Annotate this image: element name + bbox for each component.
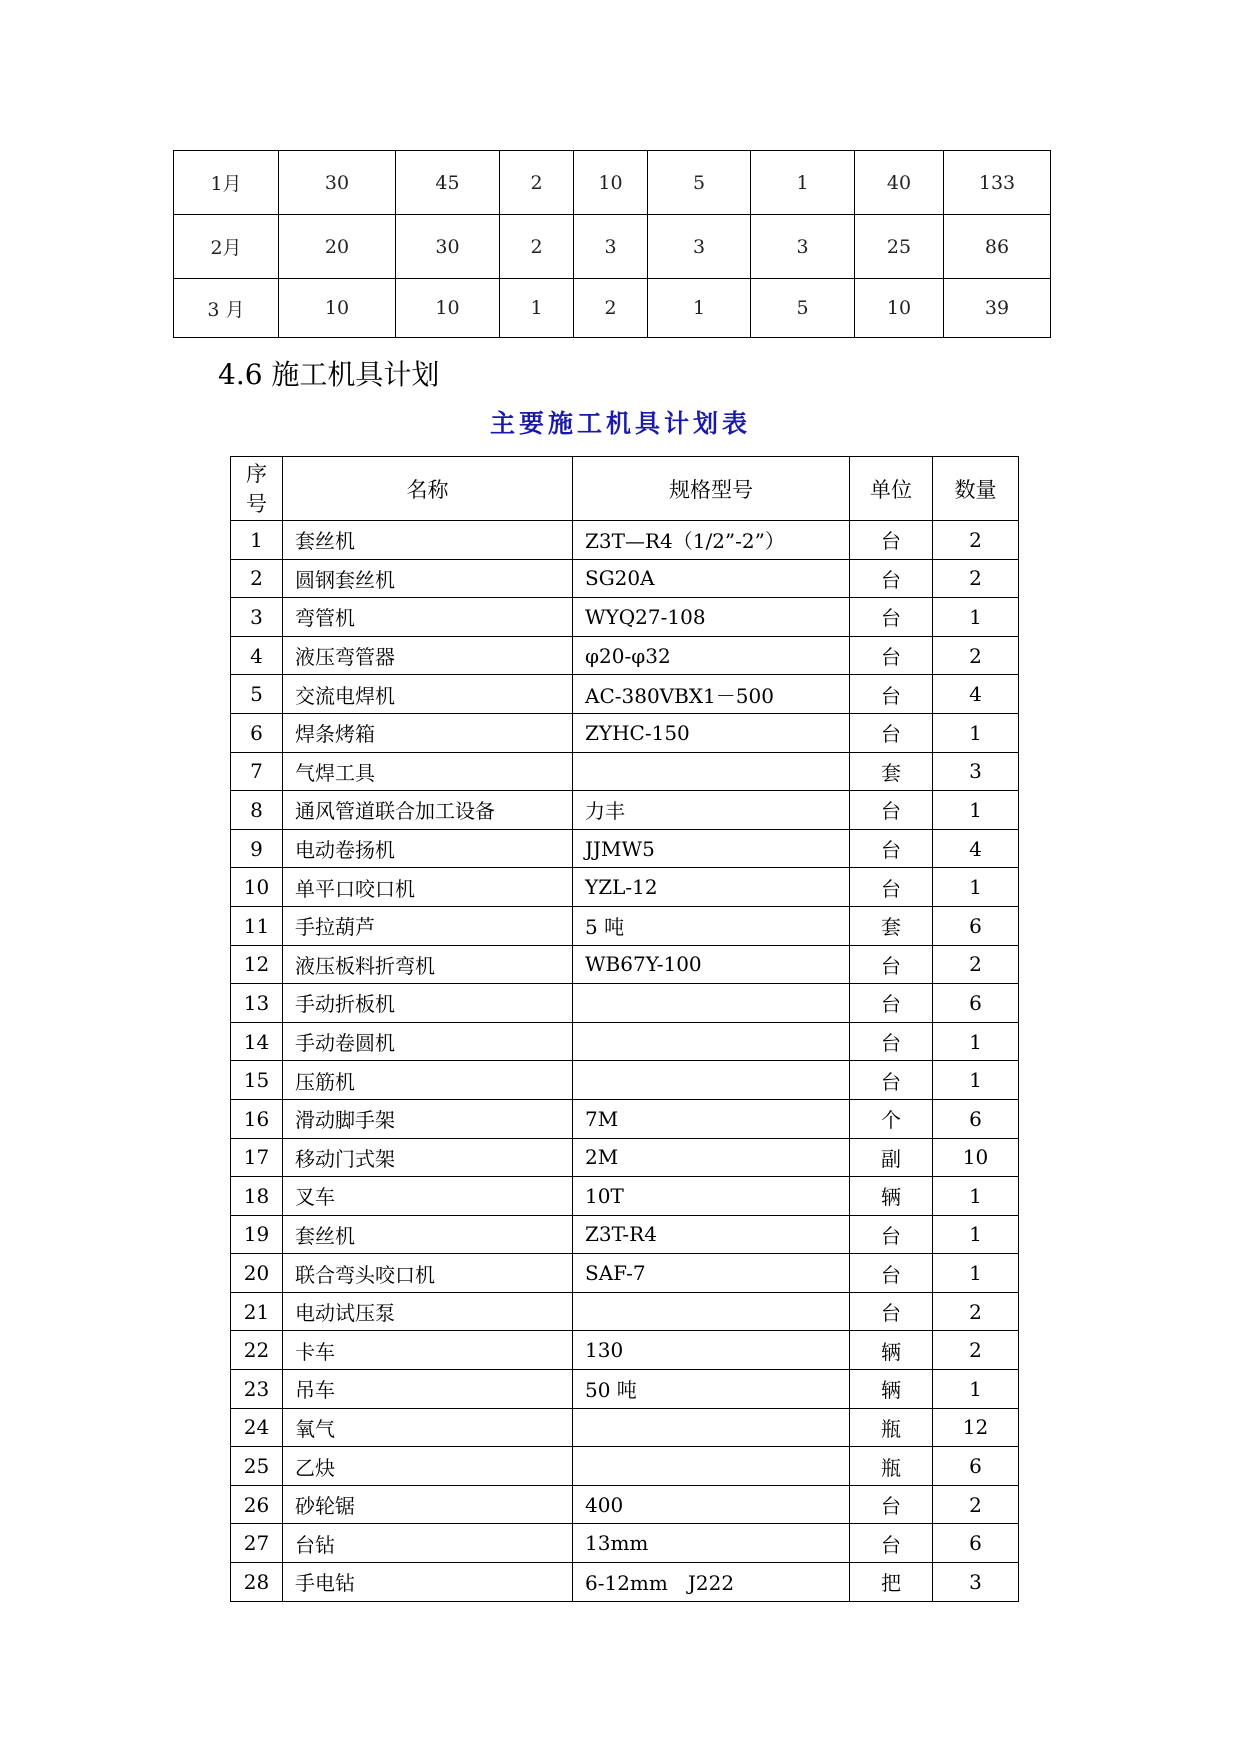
- equipment-name-cell: 手动卷圆机: [283, 1022, 573, 1061]
- spec-model-cell: φ20-φ32: [573, 636, 850, 675]
- row-number-cell: 2: [231, 559, 283, 598]
- value-cell: 10: [279, 279, 396, 338]
- unit-cell: 台: [850, 636, 933, 675]
- equipment-name-cell: 套丝机: [283, 1215, 573, 1254]
- column-header-seq: [231, 457, 283, 521]
- table-row: [231, 1408, 1019, 1447]
- quantity-cell: 1: [933, 713, 1019, 752]
- column-header-qty: 数量: [933, 457, 1019, 521]
- equipment-name-cell: 联合弯头咬口机: [283, 1254, 573, 1293]
- table-row: [231, 598, 1019, 637]
- value-cell: 1: [751, 151, 855, 215]
- quantity-cell: 6: [933, 1099, 1019, 1138]
- quantity-cell: 6: [933, 1447, 1019, 1486]
- unit-cell: 副: [850, 1138, 933, 1177]
- table-row: [231, 1563, 1019, 1602]
- equipment-name-cell: 卡车: [283, 1331, 573, 1370]
- unit-cell: 套: [850, 752, 933, 791]
- quantity-cell: 1: [933, 1177, 1019, 1216]
- row-number-cell: 7: [231, 752, 283, 791]
- value-cell: 30: [279, 151, 396, 215]
- table-row: [231, 1215, 1019, 1254]
- table-row: [231, 559, 1019, 598]
- month-cell: 1月: [174, 151, 279, 215]
- row-number-cell: 21: [231, 1292, 283, 1331]
- table-row: [231, 636, 1019, 675]
- table-row: [174, 279, 1051, 338]
- value-cell: 1: [648, 279, 751, 338]
- table-row: [231, 906, 1019, 945]
- column-header-name: 名称: [283, 457, 573, 521]
- equipment-name-cell: 液压弯管器: [283, 636, 573, 675]
- unit-cell: 台: [850, 1254, 933, 1293]
- labor-plan-table: [173, 150, 1051, 338]
- quantity-cell: 10: [933, 1138, 1019, 1177]
- spec-model-cell: ZYHC-150: [573, 713, 850, 752]
- column-header-spec: 规格型号: [573, 457, 850, 521]
- equipment-name-cell: 交流电焊机: [283, 675, 573, 714]
- value-cell: 10: [396, 279, 500, 338]
- unit-cell: 瓶: [850, 1447, 933, 1486]
- table-row: [231, 1524, 1019, 1563]
- table-row: [231, 984, 1019, 1023]
- row-number-cell: 25: [231, 1447, 283, 1486]
- row-number-cell: 6: [231, 713, 283, 752]
- table-row: [231, 713, 1019, 752]
- quantity-cell: 1: [933, 1370, 1019, 1409]
- table-row: [231, 1485, 1019, 1524]
- unit-cell: 台: [850, 559, 933, 598]
- table-row: [231, 1254, 1019, 1293]
- table-row: [174, 151, 1051, 215]
- table-row: [231, 1022, 1019, 1061]
- equipment-name-cell: 台钻: [283, 1524, 573, 1563]
- column-header-unit: 单位: [850, 457, 933, 521]
- equipment-name-cell: 乙炔: [283, 1447, 573, 1486]
- table-row: [231, 1447, 1019, 1486]
- spec-model-cell: 10T: [573, 1177, 850, 1216]
- row-number-cell: 13: [231, 984, 283, 1023]
- table-title: 主要施工机具计划表: [489, 409, 751, 438]
- equipment-name-cell: 电动试压泵: [283, 1292, 573, 1331]
- unit-cell: 台: [850, 1061, 933, 1100]
- value-cell: 10: [855, 279, 944, 338]
- quantity-cell: 1: [933, 1022, 1019, 1061]
- row-number-cell: 12: [231, 945, 283, 984]
- row-number-cell: 17: [231, 1138, 283, 1177]
- quantity-cell: 1: [933, 1061, 1019, 1100]
- spec-model-cell: YZL-12: [573, 868, 850, 907]
- spec-model-cell: SAF-7: [573, 1254, 850, 1293]
- quantity-cell: 2: [933, 945, 1019, 984]
- spec-model-cell: [573, 1061, 850, 1100]
- equipment-name-cell: 弯管机: [283, 598, 573, 637]
- quantity-cell: 6: [933, 1524, 1019, 1563]
- spec-model-cell: SG20A: [573, 559, 850, 598]
- row-number-cell: 11: [231, 906, 283, 945]
- unit-cell: 把: [850, 1563, 933, 1602]
- total-cell: 133: [944, 151, 1051, 215]
- equipment-name-cell: 气焊工具: [283, 752, 573, 791]
- value-cell: 45: [396, 151, 500, 215]
- row-number-cell: 1: [231, 521, 283, 560]
- spec-model-cell: Z3T-R4: [573, 1215, 850, 1254]
- table-row: [231, 1061, 1019, 1100]
- value-cell: 30: [396, 215, 500, 279]
- spec-model-cell: WYQ27-108: [573, 598, 850, 637]
- row-number-cell: 4: [231, 636, 283, 675]
- spec-model-cell: [573, 1408, 850, 1447]
- spec-model-cell: [573, 984, 850, 1023]
- row-number-cell: 19: [231, 1215, 283, 1254]
- unit-cell: 台: [850, 1524, 933, 1563]
- equipment-name-cell: 通风管道联合加工设备: [283, 791, 573, 830]
- spec-model-cell: WB67Y-100: [573, 945, 850, 984]
- equipment-name-cell: 滑动脚手架: [283, 1099, 573, 1138]
- equipment-name-cell: 套丝机: [283, 521, 573, 560]
- row-number-cell: 10: [231, 868, 283, 907]
- row-number-cell: 20: [231, 1254, 283, 1293]
- spec-model-cell: [573, 752, 850, 791]
- row-number-cell: 18: [231, 1177, 283, 1216]
- unit-cell: 台: [850, 521, 933, 560]
- unit-cell: 瓶: [850, 1408, 933, 1447]
- value-cell: 3: [648, 215, 751, 279]
- value-cell: 1: [500, 279, 574, 338]
- table-row: [231, 752, 1019, 791]
- table-row: [231, 868, 1019, 907]
- equipment-name-cell: 手拉葫芦: [283, 906, 573, 945]
- equipment-name-cell: 氧气: [283, 1408, 573, 1447]
- equipment-name-cell: 电动卷扬机: [283, 829, 573, 868]
- spec-model-cell: [573, 1022, 850, 1061]
- quantity-cell: 2: [933, 1292, 1019, 1331]
- value-cell: 2: [574, 279, 648, 338]
- unit-cell: 台: [850, 1022, 933, 1061]
- unit-cell: 辆: [850, 1177, 933, 1216]
- quantity-cell: 4: [933, 675, 1019, 714]
- table-row: [231, 1099, 1019, 1138]
- spec-model-cell: Z3T—R4（1/2”-2”）: [573, 521, 850, 560]
- unit-cell: 台: [850, 829, 933, 868]
- spec-model-cell: 2M: [573, 1138, 850, 1177]
- row-number-cell: 26: [231, 1485, 283, 1524]
- quantity-cell: 1: [933, 1254, 1019, 1293]
- spec-model-cell: 400: [573, 1485, 850, 1524]
- unit-cell: 台: [850, 1292, 933, 1331]
- quantity-cell: 6: [933, 906, 1019, 945]
- value-cell: 40: [855, 151, 944, 215]
- table-row: [231, 829, 1019, 868]
- equipment-table-body: [231, 521, 1019, 1602]
- spec-model-cell: JJMW5: [573, 829, 850, 868]
- quantity-cell: 3: [933, 752, 1019, 791]
- unit-cell: 台: [850, 598, 933, 637]
- row-number-cell: 15: [231, 1061, 283, 1100]
- quantity-cell: 2: [933, 559, 1019, 598]
- value-cell: 5: [648, 151, 751, 215]
- value-cell: 25: [855, 215, 944, 279]
- month-cell: 2月: [174, 215, 279, 279]
- section-heading: 4.6 施工机具计划: [218, 358, 440, 391]
- table-row: [231, 791, 1019, 830]
- unit-cell: 台: [850, 675, 933, 714]
- unit-cell: 个: [850, 1099, 933, 1138]
- equipment-name-cell: 砂轮锯: [283, 1485, 573, 1524]
- quantity-cell: 2: [933, 521, 1019, 560]
- table-row: [231, 1292, 1019, 1331]
- table-row: [231, 521, 1019, 560]
- spec-model-cell: [573, 1292, 850, 1331]
- quantity-cell: 4: [933, 829, 1019, 868]
- row-number-cell: 22: [231, 1331, 283, 1370]
- value-cell: 2: [500, 215, 574, 279]
- spec-model-cell: 50 吨: [573, 1370, 850, 1409]
- table-row: [231, 675, 1019, 714]
- row-number-cell: 24: [231, 1408, 283, 1447]
- quantity-cell: 1: [933, 1215, 1019, 1254]
- unit-cell: 台: [850, 945, 933, 984]
- seq-header-bottom: 号: [246, 491, 267, 516]
- table-row: [231, 1138, 1019, 1177]
- unit-cell: 台: [850, 1215, 933, 1254]
- row-number-cell: 16: [231, 1099, 283, 1138]
- equipment-name-cell: 手动折板机: [283, 984, 573, 1023]
- quantity-cell: 1: [933, 791, 1019, 830]
- table-row: [231, 1370, 1019, 1409]
- quantity-cell: 2: [933, 1485, 1019, 1524]
- unit-cell: 辆: [850, 1370, 933, 1409]
- equipment-name-cell: 焊条烤箱: [283, 713, 573, 752]
- value-cell: 2: [500, 151, 574, 215]
- quantity-cell: 6: [933, 984, 1019, 1023]
- equipment-name-cell: 手电钻: [283, 1563, 573, 1602]
- spec-model-cell: 7M: [573, 1099, 850, 1138]
- value-cell: 3: [751, 215, 855, 279]
- spec-model-cell: AC-380VBX1－500: [573, 675, 850, 714]
- unit-cell: 台: [850, 1485, 933, 1524]
- row-number-cell: 27: [231, 1524, 283, 1563]
- equipment-name-cell: 叉车: [283, 1177, 573, 1216]
- row-number-cell: 9: [231, 829, 283, 868]
- row-number-cell: 28: [231, 1563, 283, 1602]
- equipment-name-cell: 圆钢套丝机: [283, 559, 573, 598]
- table-row: [174, 215, 1051, 279]
- unit-cell: 台: [850, 868, 933, 907]
- seq-header-top: 序: [246, 461, 267, 486]
- value-cell: 3: [574, 215, 648, 279]
- table-row: [231, 945, 1019, 984]
- unit-cell: 套: [850, 906, 933, 945]
- value-cell: 10: [574, 151, 648, 215]
- value-cell: 5: [751, 279, 855, 338]
- value-cell: 20: [279, 215, 396, 279]
- unit-cell: 台: [850, 791, 933, 830]
- equipment-plan-table: [230, 456, 1019, 1602]
- table-row: [231, 1177, 1019, 1216]
- month-cell: 3 月: [174, 279, 279, 338]
- spec-model-cell: 5 吨: [573, 906, 850, 945]
- quantity-cell: 3: [933, 1563, 1019, 1602]
- total-cell: 39: [944, 279, 1051, 338]
- quantity-cell: 12: [933, 1408, 1019, 1447]
- equipment-name-cell: 移动门式架: [283, 1138, 573, 1177]
- row-number-cell: 14: [231, 1022, 283, 1061]
- table-header-row: [231, 457, 1019, 521]
- quantity-cell: 2: [933, 636, 1019, 675]
- spec-model-cell: [573, 1447, 850, 1486]
- row-number-cell: 3: [231, 598, 283, 637]
- unit-cell: 台: [850, 984, 933, 1023]
- equipment-name-cell: 液压板料折弯机: [283, 945, 573, 984]
- row-number-cell: 23: [231, 1370, 283, 1409]
- equipment-name-cell: 单平口咬口机: [283, 868, 573, 907]
- total-cell: 86: [944, 215, 1051, 279]
- unit-cell: 辆: [850, 1331, 933, 1370]
- spec-model-cell: 13mm: [573, 1524, 850, 1563]
- spec-model-cell: 130: [573, 1331, 850, 1370]
- table-row: [231, 1331, 1019, 1370]
- spec-model-cell: 力丰: [573, 791, 850, 830]
- equipment-name-cell: 压筋机: [283, 1061, 573, 1100]
- equipment-name-cell: 吊车: [283, 1370, 573, 1409]
- quantity-cell: 2: [933, 1331, 1019, 1370]
- quantity-cell: 1: [933, 868, 1019, 907]
- spec-model-cell: 6-12mm J222: [573, 1563, 850, 1602]
- unit-cell: 台: [850, 713, 933, 752]
- row-number-cell: 5: [231, 675, 283, 714]
- quantity-cell: 1: [933, 598, 1019, 637]
- row-number-cell: 8: [231, 791, 283, 830]
